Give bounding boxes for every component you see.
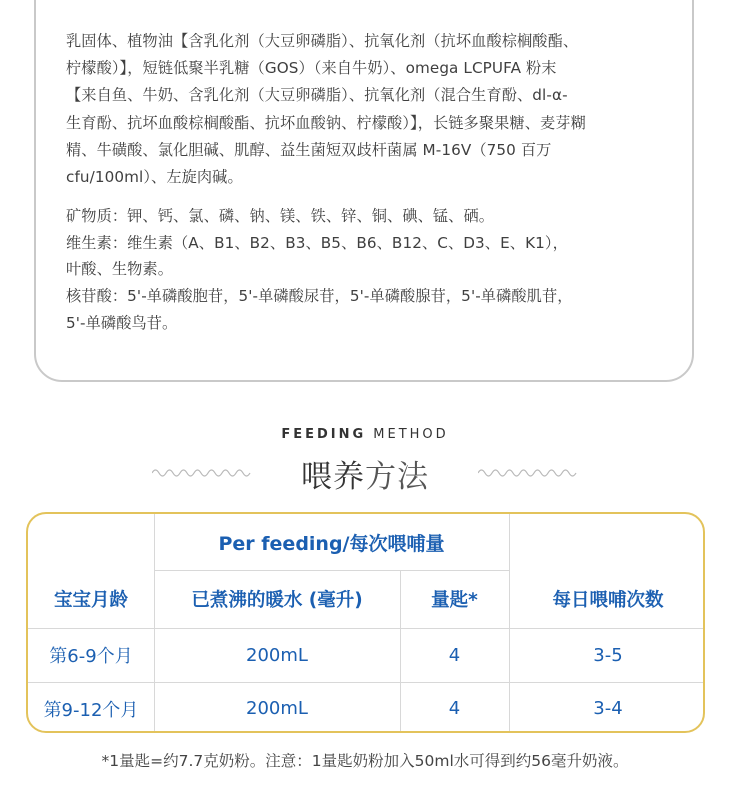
table-cell-feeds: 3-4 [593,698,623,719]
column-header-scoops: 量匙* [431,590,478,611]
ingredient-line: 柠檬酸）】，短链低聚半乳糖（GOS）（来自牛奶）、omega LCPUFA 粉末 [66,59,557,78]
vitamins-line: 维生素：维生素（A、B1、B2、B3、B5、B6、B12、C、D3、E、K1）， [66,233,568,252]
wave-ornament-left [152,465,252,477]
table-cell-water: 200mL [246,644,308,666]
column-header-age: 宝宝月龄 [53,590,128,611]
wave-ornament-right [478,465,578,477]
table-cell-age: 第9-12个月 [43,699,139,721]
nucleotides-line: 核苷酸：5'-单磷酸胞苷，5'-单磷酸尿苷，5'-单磷酸腺苷，5'-单磷酸肌苷， [66,287,573,305]
feeding-title-en-light: METHOD [373,427,449,442]
ingredients-text [66,28,670,336]
ingredients-card [34,0,694,382]
ingredient-line: 精、牛磺酸、氯化胆碱、肌醇、益生菌短双歧杆菌属 M-16V（750 百万 [66,140,552,159]
scoop-footnote: *1量匙=约7.7克奶粉。注意：1量匙奶粉加入50ml水可得到约56毫升奶液。 [101,752,629,770]
feeding-title-cn-light: 方法 [365,459,429,495]
feeding-title-en [0,427,730,442]
table-cell-feeds: 3-5 [593,644,623,666]
feeding-title-cn-bold: 喂养 [301,459,365,495]
feeding-title-cn [0,451,730,496]
feeding-title-en-bold: FEEDING [281,427,367,442]
ingredient-line: cfu/100ml）、左旋肉碱。 [66,168,243,187]
nucleotides-line-cont: 5'-单磷酸鸟苷。 [66,313,178,332]
table-cell-scoops: 4 [448,644,461,666]
table-group-header: Per feeding/每次喂哺量 [218,532,445,555]
minerals-line: 矿物质：钾、钙、氯、磷、钠、镁、铁、锌、铜、碘、锰、硒。 [66,207,495,226]
ingredients-detail [66,203,670,336]
ingredient-line: 生育酚、抗坏血酸棕榈酸酯、抗坏血酸钠、柠檬酸）】，长链多聚果糖、麦芽糊 [66,113,586,132]
table-cell-water: 200mL [246,698,308,719]
table-cell-age: 第6-9个月 [49,646,133,667]
vitamins-line-cont: 叶酸、生物素。 [66,260,174,279]
table-cell-scoops: 4 [448,698,461,719]
feeding-table [26,512,705,733]
ingredients-main [66,28,670,191]
column-header-feeds-per-day: 每日喂哺次数 [552,590,664,611]
column-header-water: 已煮沸的暖水 (毫升) [191,590,363,611]
ingredient-line: 【来自鱼、牛奶、含乳化剂（大豆卵磷脂）、抗氧化剂（混合生育酚、dl-α- [66,86,568,105]
ingredient-line: 乳固体、植物油【含乳化剂（大豆卵磷脂）、抗氧化剂（抗坏血酸棕榈酸酯、 [66,32,579,50]
